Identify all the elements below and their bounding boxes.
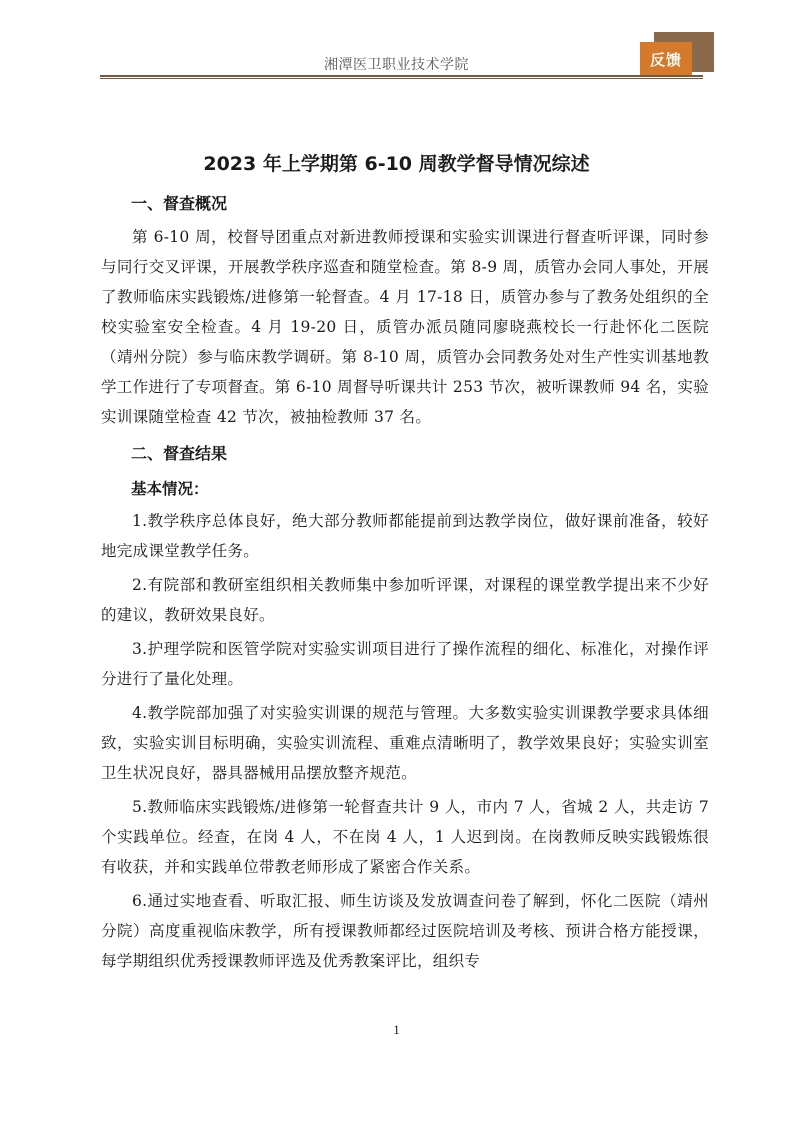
- header-rule-thick: [100, 75, 703, 77]
- result-item-1: 1.教学秩序总体良好，绝大部分教师都能提前到达教学岗位，做好课前准备，较好地完成课堂教学任务。: [101, 512, 709, 560]
- result-item-5: 5.教师临床实践锻炼/进修第一轮督查共计 9 人，市内 7 人，省城 2 人，共走访 7 个实践单位。经查，在岗 4 人，不在岗 4 人，1 人迟到岗。在岗教师反映实践锻炼很有收获，并和实践单位带教老师形成了紧密合作关系。: [101, 798, 709, 876]
- feedback-logo: [640, 32, 714, 78]
- logo-label: 反馈: [640, 42, 692, 76]
- institution-name: 湘潭医卫职业技术学院: [324, 57, 469, 73]
- header-rule-thin: [100, 78, 703, 79]
- page-number: 1: [393, 1022, 400, 1037]
- section-heading-results: 二、督查结果: [131, 444, 228, 463]
- result-item-4: 4.教学院部加强了对实验实训课的规范与管理。大多数实验实训课教学要求具体细致，实验实训目标明确，实验实训流程、重难点清晰明了，教学效果良好；实验实训室卫生状况良好，器具器械用品摆放整齐规范。: [101, 704, 709, 782]
- result-item-2: 2.有院部和教研室组织相关教师集中参加听评课，对课程的课堂教学提出来不少好的建议，教研效果良好。: [101, 576, 709, 624]
- document-title: 2023 年上学期第 6-10 周教学督导情况综述: [203, 153, 590, 175]
- result-item-6: 6.通过实地查看、听取汇报、师生访谈及发放调查问卷了解到，怀化二医院（靖州分院）高度重视临床教学，所有授课教师都经过医院培训及考核、预讲合格方能授课，每学期组织优秀授课教师评选及优秀教案评比，组织专: [101, 892, 709, 970]
- overview-paragraph: 第 6-10 周，校督导团重点对新进教师授课和实验实训课进行督查听评课，同时参与同行交叉评课，开展教学秩序巡查和随堂检查。第 8-9 周，质管办会同人事处，开展了教师临床实践锻炼/进修第一轮督查。4 月 17-18 日，质管办参与了教务处组织的全校实验室安全检查。4 月 19-20 日，质管办派员随同廖晓燕校长一行赴怀化二医院（靖州分院）参与临床教学调研。第 8-10 周，质管办会同教务处对生产性实训基地教学工作进行了专项督查。第 6-10 周督导听课共计 253 节次，被听课教师 94 名，实验实训课随堂检查 42 节次，被抽检教师 37 名。: [101, 228, 709, 426]
- result-item-3: 3.护理学院和医管学院对实验实训项目进行了操作流程的细化、标准化，对操作评分进行了量化处理。: [101, 640, 709, 688]
- subheading-basic: 基本情况：: [131, 480, 209, 498]
- document-body: [101, 186, 709, 980]
- section-heading-overview: 一、督查概况: [131, 194, 228, 213]
